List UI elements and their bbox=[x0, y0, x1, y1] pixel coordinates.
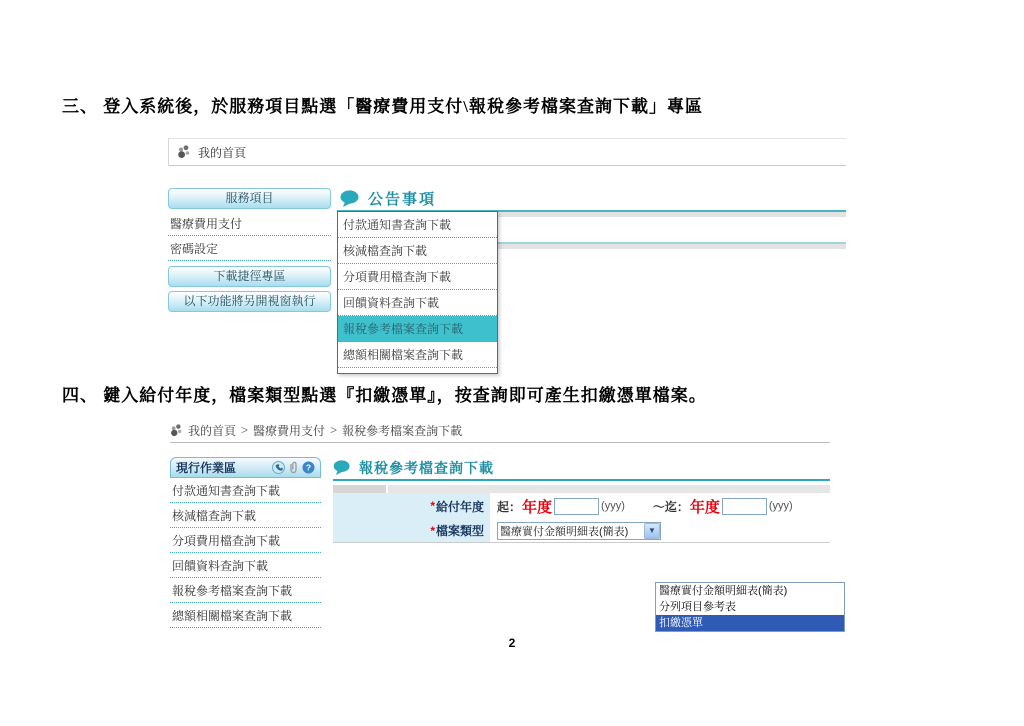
breadcrumb bbox=[170, 420, 830, 440]
option-withholding-slip[interactable]: 扣繳憑單 bbox=[656, 615, 844, 631]
title-underline bbox=[333, 479, 830, 481]
payment-year-row bbox=[333, 493, 830, 519]
portal-sidebar bbox=[168, 188, 331, 312]
year-to-input[interactable] bbox=[722, 498, 767, 515]
sidebar-item-tax-reference[interactable]: 報稅參考檔案查詢下載 bbox=[170, 578, 321, 603]
help-icon[interactable] bbox=[302, 461, 315, 474]
file-type-label: * 檔案類型 bbox=[333, 519, 490, 542]
sidebar-item-medical-payment[interactable]: 醫療費用支付 bbox=[168, 211, 331, 236]
work-area-header: 現行作業區 ? bbox=[170, 457, 321, 478]
sidebar-item-payment-notice[interactable]: 付款通知書查詢下載 bbox=[170, 478, 321, 503]
to-prefix: ～迄： bbox=[652, 499, 689, 514]
option-itemized-reference[interactable]: 分列項目參考表 bbox=[659, 601, 736, 613]
breadcrumb-separator: > bbox=[241, 423, 249, 437]
speech-bubble-icon bbox=[340, 190, 361, 207]
home-dots-icon bbox=[170, 424, 183, 437]
portal-header bbox=[168, 138, 846, 166]
page-title: 報稅參考檔查詢下載 bbox=[333, 457, 830, 478]
year-format-to: (yyy) bbox=[768, 500, 793, 512]
menu-item-payment-notice[interactable]: 付款通知書查詢下載 bbox=[338, 212, 497, 238]
menu-item-tax-reference[interactable]: 報稅參考檔案查詢下載 bbox=[338, 316, 497, 342]
breadcrumb-medical-payment[interactable]: 醫療費用支付 bbox=[253, 423, 326, 438]
query-form-main bbox=[333, 457, 830, 629]
menu-item-itemized-fee[interactable]: 分項費用檔查詢下載 bbox=[338, 264, 497, 290]
chevron-down-icon[interactable]: ▼ bbox=[644, 523, 660, 539]
file-type-row bbox=[333, 519, 830, 543]
speech-bubble-icon bbox=[333, 460, 352, 475]
table-header-band bbox=[333, 485, 830, 493]
phone-icon[interactable] bbox=[272, 461, 285, 474]
year-word-from: 年度 bbox=[522, 498, 553, 516]
sidebar-item-password-setting[interactable]: 密碼設定 bbox=[168, 236, 331, 261]
home-title: 我的首頁 bbox=[198, 145, 247, 160]
breadcrumb-separator: > bbox=[330, 423, 338, 437]
work-area-sidebar bbox=[170, 457, 321, 628]
screenshot-tax-query-page bbox=[170, 420, 830, 629]
breadcrumb-tax-reference: 報稅參考檔案查詢下載 bbox=[342, 423, 463, 438]
year-from-input[interactable] bbox=[554, 498, 599, 515]
download-shortcut-button[interactable]: 下載捷徑專區 bbox=[168, 266, 331, 287]
menu-item-total-related[interactable]: 總額相關檔案查詢下載 bbox=[338, 342, 497, 368]
service-dropdown-menu bbox=[337, 211, 498, 374]
sidebar-item-feedback-data[interactable]: 回饋資料查詢下載 bbox=[170, 553, 321, 578]
service-items-button[interactable]: 服務項目 bbox=[168, 188, 331, 209]
page-number: 2 bbox=[508, 636, 516, 650]
breadcrumb-home[interactable]: 我的首頁 bbox=[188, 423, 237, 438]
payment-year-label: * 給付年度 bbox=[333, 493, 490, 519]
home-dots-icon bbox=[177, 145, 191, 159]
svg-text:?: ? bbox=[305, 462, 312, 473]
paperclip-icon[interactable] bbox=[287, 461, 300, 474]
screenshot-portal-home bbox=[168, 138, 846, 362]
step4-heading: 四、 鍵入給付年度，檔案類型點選『扣繳憑單』，按查詢即可產生扣繳憑單檔案。 bbox=[62, 386, 707, 405]
sidebar-item-total-related[interactable]: 總額相關檔案查詢下載 bbox=[170, 603, 321, 628]
new-window-functions-button[interactable]: 以下功能將另開視窗執行 bbox=[168, 291, 331, 312]
sidebar-item-itemized-fee[interactable]: 分項費用檔查詢下載 bbox=[170, 528, 321, 553]
menu-item-feedback-data[interactable]: 回饋資料查詢下載 bbox=[338, 290, 497, 316]
menu-item-deduction-file[interactable]: 核減檔查詢下載 bbox=[338, 238, 497, 264]
option-detail-table[interactable]: 醫療實付金額明細表(簡表) bbox=[659, 585, 788, 597]
sidebar-item-deduction-file[interactable]: 核減檔查詢下載 bbox=[170, 503, 321, 528]
year-word-to: 年度 bbox=[689, 498, 720, 516]
menu-padding bbox=[338, 368, 497, 373]
file-type-select[interactable]: 醫療實付金額明細表(簡表) ▼ bbox=[497, 522, 661, 540]
file-type-options-list bbox=[655, 582, 845, 632]
breadcrumb-divider bbox=[170, 442, 830, 443]
announcement-section-title: 公告事項 bbox=[340, 188, 436, 209]
step3-heading: 三、 登入系統後，於服務項目點選「醫療費用支付\報稅參考檔案查詢下載」專區 bbox=[62, 97, 703, 116]
year-format-from: (yyy) bbox=[601, 500, 625, 512]
from-prefix: 起： bbox=[497, 499, 522, 514]
